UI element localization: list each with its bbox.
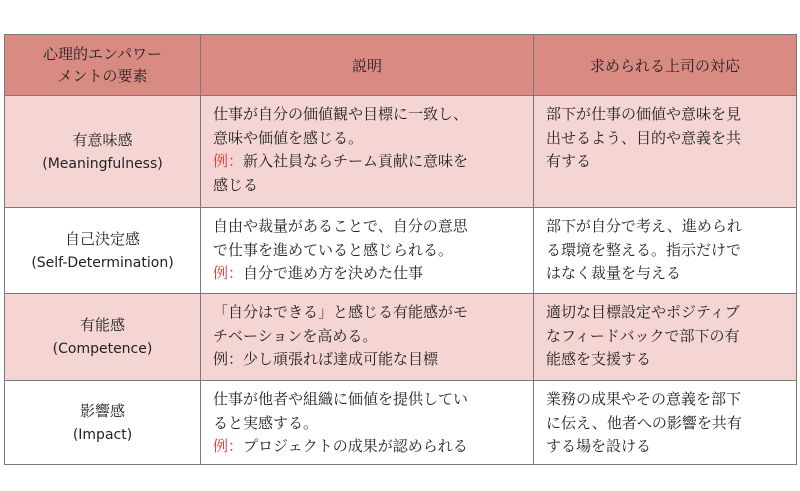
header-element [5, 35, 201, 96]
header-element-line2: メントの要素 [57, 67, 148, 85]
response-cell [534, 96, 797, 208]
response-line: なフィードバックで部下の有 [546, 326, 740, 345]
example-line-cont: 感じる [213, 175, 259, 194]
header-element-line1: 心理的エンパワー [43, 45, 162, 63]
table-row-competence [5, 294, 797, 381]
element-name-jp: 影響感 [79, 401, 125, 420]
description-cell [201, 381, 534, 465]
example-text: 少し頑張れば達成可能な目標 [243, 350, 439, 368]
element-cell [5, 208, 201, 294]
element-name-jp: 有能感 [79, 316, 125, 334]
response-line: 出せるよう、目的や意義を共 [546, 128, 742, 147]
description-line: で仕事を進めていると感じられる。 [213, 240, 454, 259]
response-line: はなく裁量を与える [546, 264, 682, 282]
response-cell [534, 294, 797, 381]
response-line: 適切な目標設定やポジティブ [546, 303, 740, 321]
response-line: 有する [546, 152, 592, 170]
example-text: プロジェクトの成果が認められる [243, 437, 468, 455]
header-description: 説明 [201, 35, 534, 96]
description-line: 仕事が他者や組織に価値を提供してい [213, 390, 469, 408]
example-line [213, 262, 525, 286]
description-line: 意味や価値を感じる。 [213, 128, 364, 147]
description-line: チベーションを高める。 [213, 326, 378, 345]
example-line [213, 348, 525, 372]
element-name-en: (Self-Determination) [31, 254, 174, 271]
element-name-en: (Meaningfulness) [42, 155, 163, 172]
response-line: 能感を支援する [546, 350, 652, 368]
element-name-jp: 有意味感 [72, 130, 133, 149]
example-line [213, 435, 525, 459]
description-line: 仕事が自分の価値観や目標に一致し、 [213, 105, 469, 123]
element-cell [5, 381, 201, 465]
response-line: 部下が自分で考え、進められ [546, 217, 742, 235]
example-text: 新入社員ならチーム貢献に意味を [243, 152, 469, 170]
response-line: る環境を整える。指示だけで [546, 240, 742, 259]
element-cell [5, 96, 201, 208]
response-line: に伝え、他者への影響を共有 [546, 413, 742, 432]
description-cell [201, 96, 534, 208]
table-row-self-determination [5, 208, 797, 294]
example-label: 例： [213, 152, 244, 170]
element-name-jp: 自己決定感 [64, 229, 140, 248]
description-line: 自由や裁量があることで、自分の意思 [213, 217, 468, 235]
response-cell [534, 381, 797, 465]
element-name-en: (Impact) [72, 426, 133, 443]
description-cell [201, 294, 534, 381]
example-text: 自分で進め方を決めた仕事 [243, 264, 424, 282]
element-name-en: (Competence) [52, 341, 153, 357]
response-line: 部下が仕事の価値や意味を見 [546, 105, 742, 123]
header-response: 求められる上司の対応 [534, 35, 797, 96]
table-row-meaningfulness [5, 96, 797, 208]
response-line: 業務の成果やその意義を部下 [546, 390, 742, 408]
example-label: 例： [213, 437, 244, 455]
example-label: 例： [213, 350, 244, 368]
example-label: 例： [213, 264, 244, 282]
header-row [5, 35, 797, 96]
response-cell [534, 208, 797, 294]
description-line: ると実感する。 [213, 413, 319, 432]
description-cell [201, 208, 534, 294]
empowerment-table [4, 34, 797, 465]
description-line: 「自分はできる」と感じる有能感がモ [213, 303, 469, 321]
table-row-impact [5, 381, 797, 465]
element-cell [5, 294, 201, 381]
example-line [213, 150, 525, 174]
response-line: する場を設ける [546, 437, 652, 455]
